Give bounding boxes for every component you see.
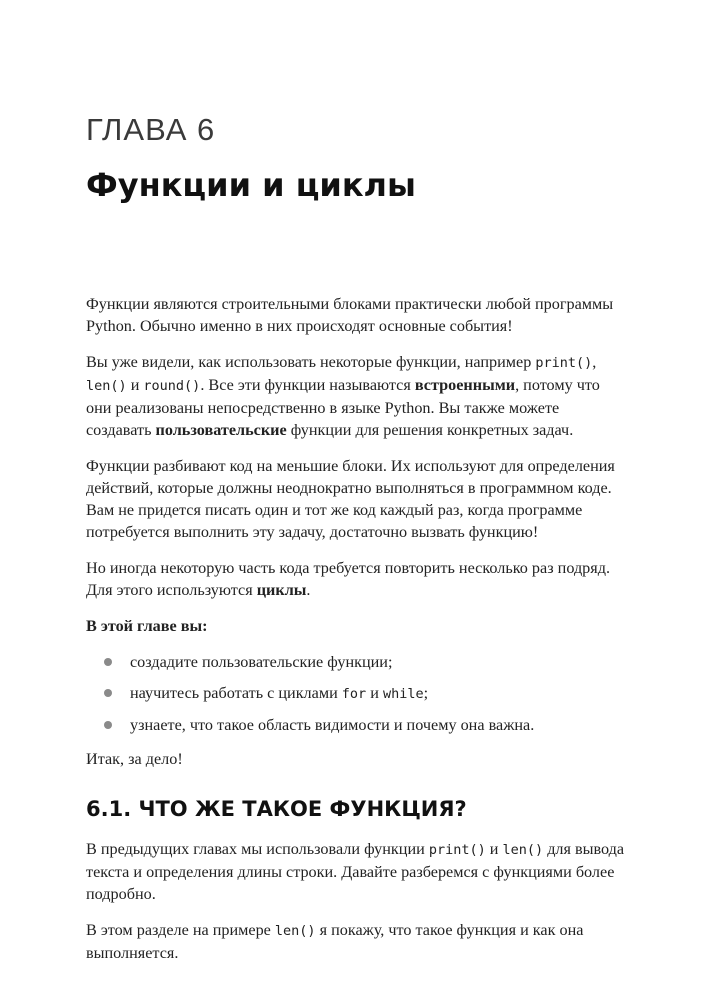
section-paragraph-2 xyxy=(86,919,626,964)
bold-term-user-defined: пользовательские xyxy=(155,421,287,439)
intro-paragraph-2 xyxy=(86,351,626,441)
text-run: Вы уже видели, как использовать некоторые функции, например xyxy=(86,353,536,371)
text-run: В предыдущих главах мы использовали функции xyxy=(86,840,429,858)
text-run: функции для решения конкретных задач. xyxy=(286,421,574,439)
text-run: ; xyxy=(423,684,429,702)
intro-paragraph-5: Итак, за дело! xyxy=(86,750,183,768)
list-item xyxy=(86,682,626,705)
text-run: научитесь работать с циклами xyxy=(130,684,342,702)
bullet-icon xyxy=(104,689,112,697)
code-print: print() xyxy=(535,355,593,371)
text-run: для вывода текста и определения длины строки. Давайте разберемся с функциями более подробно. xyxy=(86,840,625,903)
chapter-title: Функции и циклы xyxy=(86,166,416,204)
text-run: и xyxy=(126,376,144,394)
code-print: print() xyxy=(428,842,486,858)
code-len: len() xyxy=(86,378,127,394)
code-while: while xyxy=(382,686,424,702)
code-len: len() xyxy=(274,923,316,939)
text-run: В этом разделе на примере xyxy=(86,921,275,939)
text-run: , потому что они реализованы непосредственно в языке Python. Вы также можете создавать xyxy=(86,376,600,439)
chapter-body xyxy=(86,293,626,978)
bullet-icon xyxy=(104,721,112,729)
text-run: . Все эти функции называются xyxy=(200,376,415,394)
section-heading: 6.1. ЧТО ЖЕ ТАКОЕ ФУНКЦИЯ? xyxy=(86,797,467,821)
chapter-goals-list xyxy=(86,651,626,736)
text-run: . xyxy=(306,581,311,599)
bold-term-builtin: встроенными xyxy=(414,376,516,394)
list-intro-text: В этой главе вы: xyxy=(86,617,208,635)
text-run: , xyxy=(592,353,597,371)
list-item xyxy=(86,651,626,673)
bold-term-loops: циклы xyxy=(256,581,307,599)
code-round: round() xyxy=(143,378,201,394)
intro-paragraph-3: Функции разбивают код на меньшие блоки. Их используют для определения действий, которые должны неоднократно выполняться в программном коде. Вам не придется писать один и тот же код каждый раз, когда программе потребуется выполнить эту задачу, достаточно вызвать функцию! xyxy=(86,457,615,541)
chapter-label: ГЛАВА 6 xyxy=(86,112,216,147)
intro-paragraph-4 xyxy=(86,557,626,601)
list-item-text: создадите пользовательские функции; xyxy=(130,653,393,671)
list-item xyxy=(86,714,626,736)
bullet-icon xyxy=(104,658,112,666)
text-run: и xyxy=(366,684,383,702)
text-run: Но иногда некоторую часть кода требуется повторить несколько раз подряд. Для этого используются xyxy=(86,559,611,599)
text-run: и xyxy=(485,840,503,858)
code-for: for xyxy=(341,686,367,702)
intro-paragraph-1: Функции являются строительными блоками практически любой программы Python. Обычно именно в них происходят основные события! xyxy=(86,295,614,335)
code-len: len() xyxy=(502,842,544,858)
list-intro xyxy=(86,615,626,637)
list-item-text: узнаете, что такое область видимости и почему она важна. xyxy=(130,716,535,734)
text-run: я покажу, что такое функция и как она выполняется. xyxy=(86,921,584,962)
section-paragraph-1 xyxy=(86,838,626,905)
